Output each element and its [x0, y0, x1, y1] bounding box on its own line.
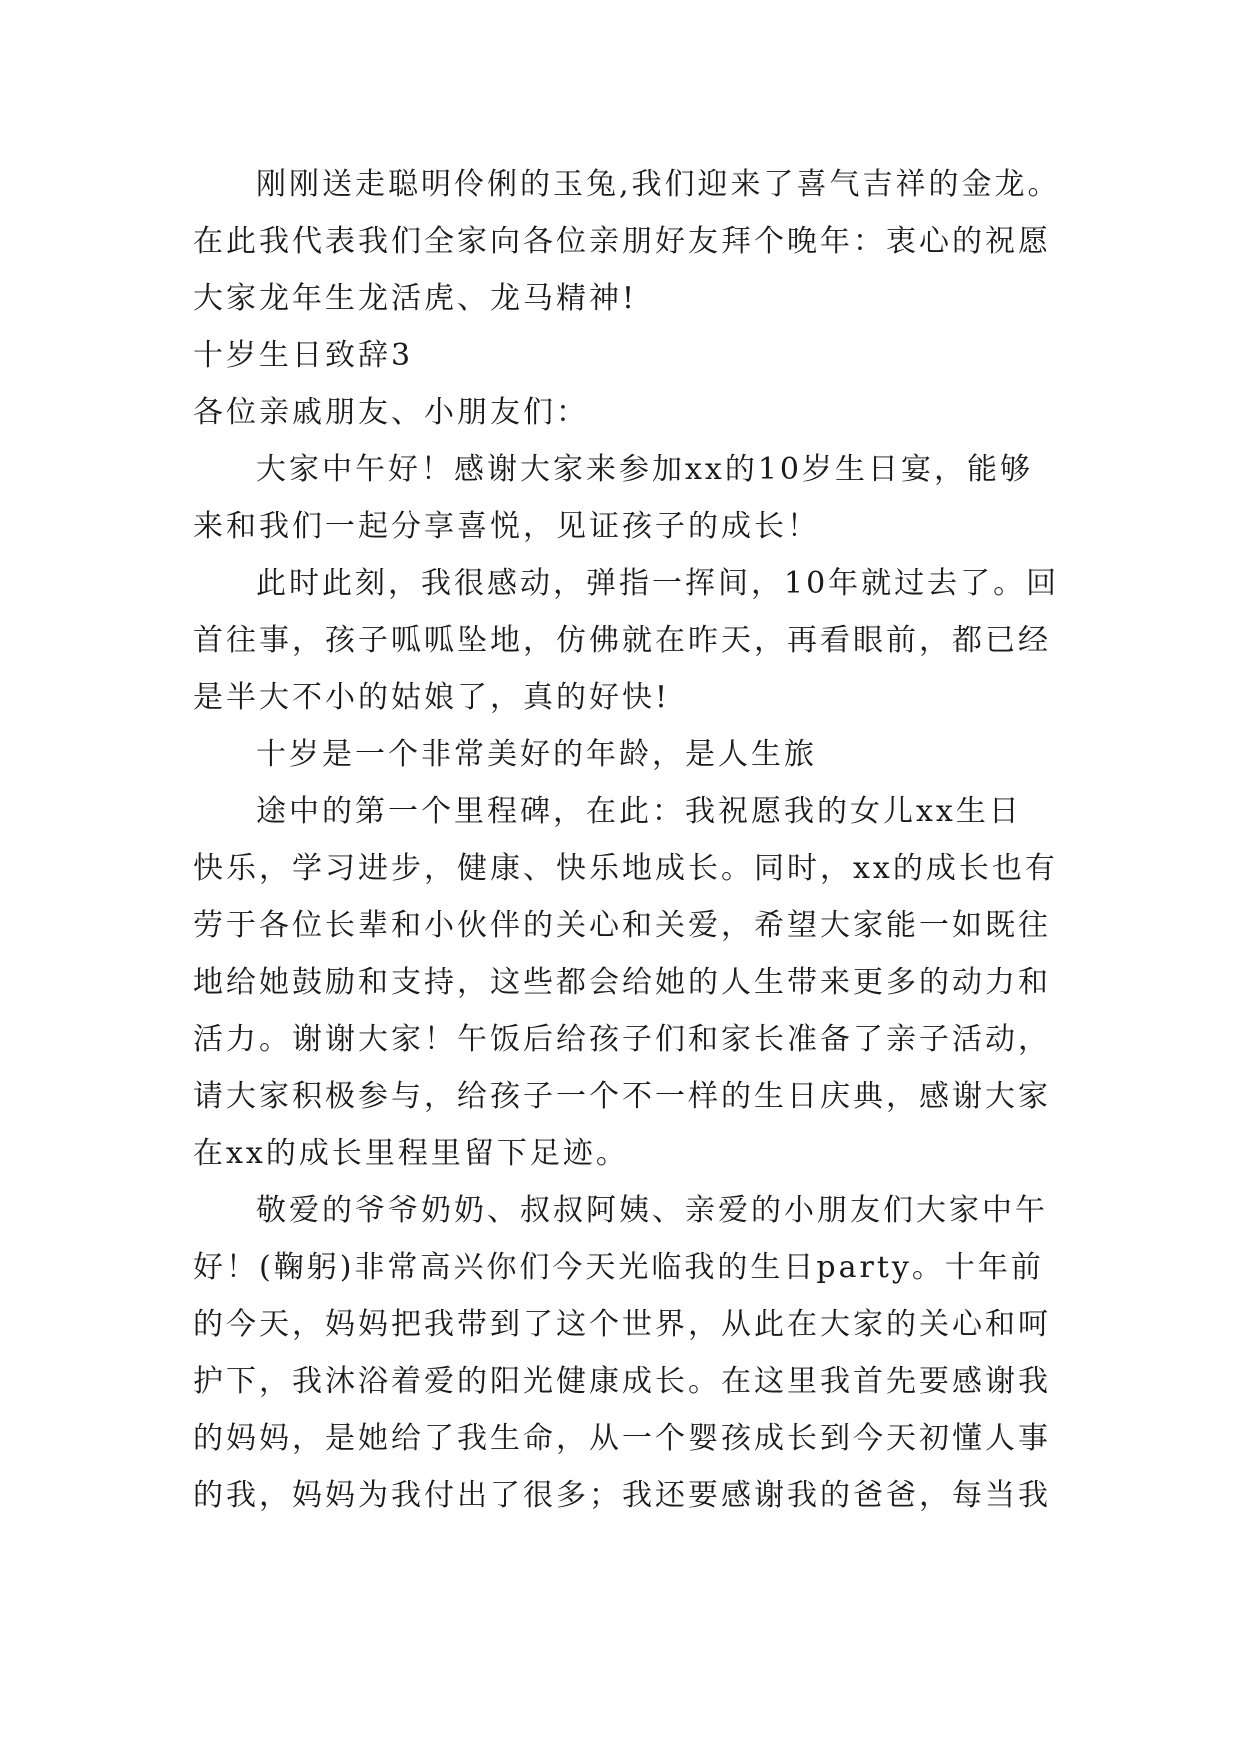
paragraph-line: 途中的第一个里程碑，在此：我祝愿我的女儿xx生日 — [256, 794, 1022, 829]
salutation-line: 各位亲戚朋友、小朋友们： — [193, 395, 589, 430]
paragraph-line: 敬爱的爷爷奶奶、叔叔阿姨、亲爱的小朋友们大家中午 — [256, 1193, 1048, 1228]
paragraph-line: 的我，妈妈为我付出了很多；我还要感谢我的爸爸，每当我 — [193, 1478, 1051, 1513]
paragraph-line: 劳于各位长辈和小伙伴的关心和关爱，希望大家能一如既往 — [193, 908, 1051, 943]
paragraph-line: 在xx的成长里程里留下足迹。 — [193, 1136, 629, 1171]
paragraph-line: 刚刚送走聪明伶俐的玉兔,我们迎来了喜气吉祥的金龙。 — [256, 167, 1061, 202]
paragraph-line: 首往事，孩子呱呱坠地，仿佛就在昨天，再看眼前，都已经 — [193, 623, 1051, 658]
paragraph-line: 的妈妈，是她给了我生命，从一个婴孩成长到今天初懂人事 — [193, 1421, 1051, 1456]
paragraph-line: 地给她鼓励和支持，这些都会给她的人生带来更多的动力和 — [193, 965, 1051, 1000]
paragraph-line: 十岁是一个非常美好的年龄，是人生旅 — [256, 737, 817, 772]
paragraph-line: 快乐，学习进步，健康、快乐地成长。同时，xx的成长也有 — [193, 851, 1058, 886]
paragraph-line: 好！(鞠躬)非常高兴你们今天光临我的生日party。十年前 — [193, 1250, 1044, 1285]
paragraph-line: 请大家积极参与，给孩子一个不一样的生日庆典，感谢大家 — [193, 1079, 1051, 1114]
paragraph-line: 活力。谢谢大家！午饭后给孩子们和家长准备了亲子活动， — [193, 1022, 1051, 1057]
paragraph-line: 在此我代表我们全家向各位亲朋好友拜个晚年：衷心的祝愿 — [193, 224, 1051, 259]
paragraph-line: 的今天，妈妈把我带到了这个世界，从此在大家的关心和呵 — [193, 1307, 1051, 1342]
paragraph-line: 是半大不小的姑娘了，真的好快! — [193, 680, 671, 715]
paragraph-line: 来和我们一起分享喜悦，见证孩子的成长！ — [193, 509, 820, 544]
paragraph-line: 此时此刻，我很感动，弹指一挥间，10年就过去了。回 — [256, 566, 1060, 601]
paragraph-line: 大家中午好！感谢大家来参加xx的10岁生日宴，能够 — [256, 452, 1034, 487]
paragraph-line: 护下，我沐浴着爱的阳光健康成长。在这里我首先要感谢我 — [193, 1364, 1051, 1399]
section-heading: 十岁生日致辞3 — [193, 338, 414, 373]
paragraph-line: 大家龙年生龙活虎、龙马精神! — [193, 281, 638, 316]
